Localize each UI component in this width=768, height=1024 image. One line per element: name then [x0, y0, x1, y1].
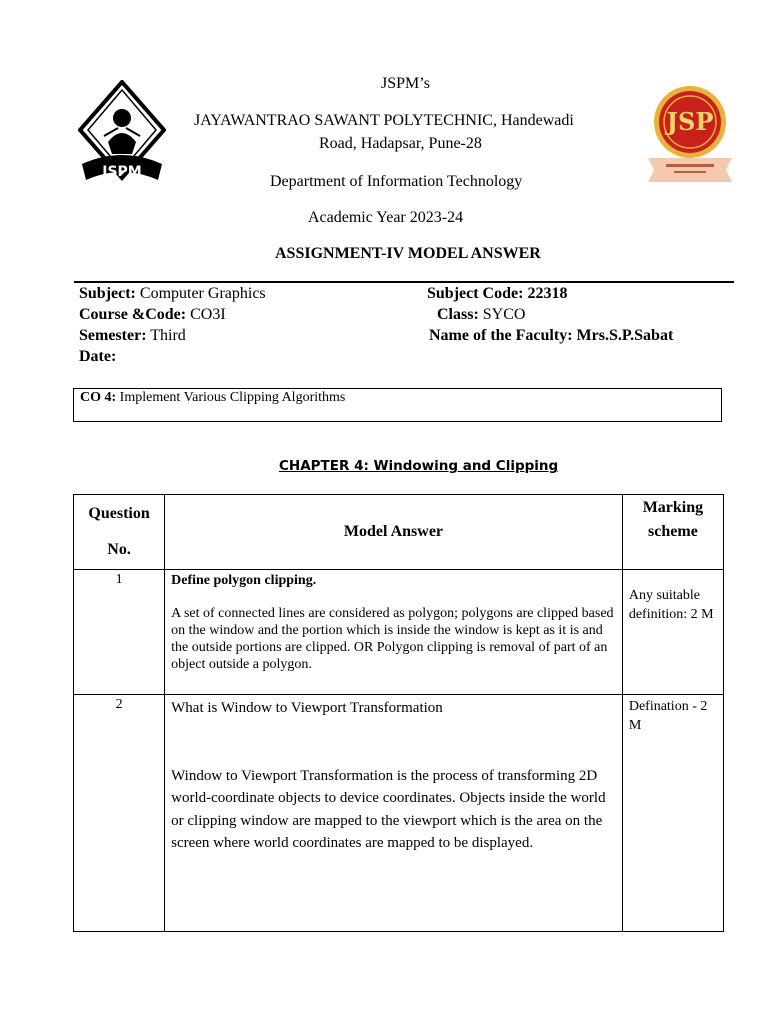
model-answer-header: Model Answer	[165, 495, 623, 570]
answer-cell	[165, 570, 623, 695]
co-text: Implement Various Clipping Algorithms	[116, 390, 346, 405]
subject-code: Subject Code: 22318	[427, 285, 568, 302]
jsp-seal-logo	[644, 84, 736, 184]
svg-text:JSPM: JSPM	[102, 164, 142, 180]
table-row	[74, 570, 724, 695]
semester-value: Third	[146, 327, 186, 344]
document-title: ASSIGNMENT-IV MODEL ANSWER	[275, 245, 541, 262]
answer-table	[73, 494, 724, 932]
institute-name-line2: Road, Hadapsar, Pune-28	[319, 135, 482, 152]
course-line	[79, 306, 226, 324]
institute-name-line1: JAYAWANTRAO SAWANT POLYTECHNIC, Handewadi	[194, 112, 574, 129]
table-row	[74, 695, 724, 932]
semester-line	[79, 327, 186, 345]
table-header-row	[74, 495, 724, 570]
date-label: Date:	[79, 348, 117, 365]
class-label: Class:	[437, 306, 479, 323]
answer-text: A set of connected lines are considered as polygon; polygons are clipped based on the window and the portion which is inside the window is kept as it is and the outside portions are clipped. OR Polygon clipping is removal of part of an object outside a polygon.	[171, 606, 614, 672]
subject-label: Subject:	[79, 285, 136, 302]
question-no-header: Question No.	[74, 495, 165, 570]
question-text: Define polygon clipping.	[171, 573, 317, 588]
answer-cell	[165, 695, 623, 932]
question-number: 2	[74, 695, 165, 932]
marking-scheme-cell: Any suitable definition: 2 M	[622, 570, 723, 695]
jspm-logo	[78, 80, 166, 188]
answer-text: Window to Viewport Transformation is the process of transforming 2D world-coordinate objects to device coordinates. Objects inside the world or clipping window are mapped to the viewport which is the area on the screen where world coordinates are mapped to be displayed.	[171, 767, 606, 851]
svg-text:JSP: JSP	[666, 107, 714, 136]
question-number: 1	[74, 570, 165, 695]
course-outcome-box	[73, 388, 722, 422]
class-line	[437, 306, 525, 324]
header-divider	[74, 281, 734, 283]
faculty-name: Name of the Faculty: Mrs.S.P.Sabat	[429, 327, 674, 344]
co-label: CO 4:	[80, 390, 117, 405]
course-value: CO3I	[186, 306, 226, 323]
academic-year: Academic Year 2023-24	[308, 209, 464, 226]
course-label: Course &Code:	[79, 306, 187, 323]
class-value: SYCO	[478, 306, 526, 323]
semester-label: Semester:	[79, 327, 147, 344]
date-line	[79, 348, 116, 366]
marking-scheme-header: Marking scheme	[622, 495, 723, 570]
chapter-title: CHAPTER 4: Windowing and Clipping	[279, 458, 559, 474]
department: Department of Information Technology	[270, 173, 523, 190]
question-text: What is Window to Viewport Transformation	[171, 700, 443, 716]
subject-line	[79, 285, 266, 303]
subject-value: Computer Graphics	[135, 285, 266, 302]
marking-scheme-cell: Defination - 2 M	[622, 695, 723, 932]
org-name: JSPM’s	[381, 75, 430, 92]
